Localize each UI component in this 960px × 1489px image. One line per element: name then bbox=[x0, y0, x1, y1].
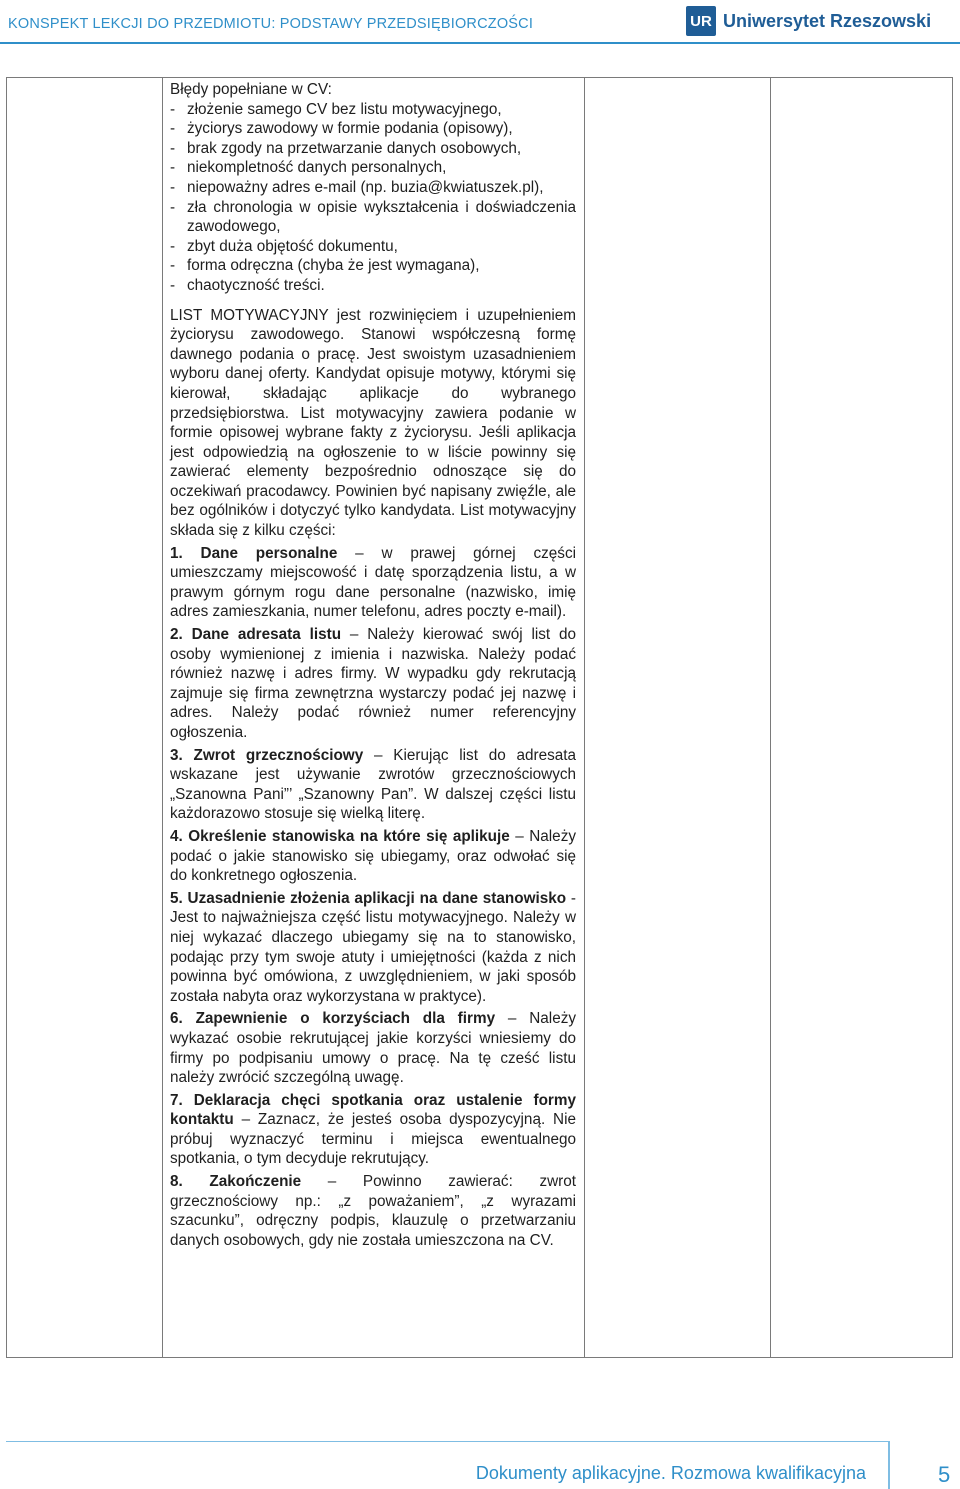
section-paragraph bbox=[170, 625, 576, 743]
list-item: - forma odręczna (chyba że jest wymagana), bbox=[170, 256, 576, 276]
header-divider bbox=[0, 42, 960, 44]
running-header: KONSPEKT LEKCJI DO PRZEDMIOTU: PODSTAWY PRZEDSIĘBIORCZOŚCI bbox=[8, 16, 534, 32]
section-paragraph bbox=[170, 889, 576, 1007]
section-paragraph bbox=[170, 746, 576, 824]
table-column-divider bbox=[770, 77, 771, 1358]
section-text: – Zaznacz, że jesteś osoba dyspozycyjną. Nie próbuj wyznaczyć terminu i miejsca ewentualnego spotkania, o tym decyduje rekrutujący. bbox=[170, 1111, 576, 1168]
errors-heading: Błędy popełniane w CV: bbox=[170, 81, 332, 98]
university-logo bbox=[686, 6, 931, 36]
list-item: - złożenie samego CV bez listu motywacyjnego, bbox=[170, 100, 576, 120]
errors-list bbox=[170, 100, 576, 296]
content-cell bbox=[170, 80, 576, 1250]
section-title: 1. Dane personalne bbox=[170, 544, 338, 562]
table-column-divider bbox=[584, 77, 585, 1358]
table-column-divider bbox=[162, 77, 163, 1358]
intro-text: jest rozwinięciem i uzupełnieniem życiorysu zawodowego. Stanowi współczesną formę dawnego podania o pracę. Jest swoistym uzasadnieniem wyboru danej oferty. Kandydat opisuje motywy, którymi się kierował, składając aplikacje do wybranego przedsiębiorstwa. List motywacyjny zawiera podanie w formie opisowej wybrane fakty z życiorysu. Jeśli aplikacja jest odpowiedzią na ogłoszenie to w liście powinny się zawierać elementy bezpośrednio odnoszące się do oczekiwań pracodawcy. Powinien być napisany zwięźle, ale bez ogólników i dotyczyć tylko kandydata. List motywacyjny składa się z kilku części: bbox=[170, 306, 576, 540]
university-logo-mark: UR bbox=[686, 6, 716, 36]
section-text: – w prawej górnej części umieszczamy miejscowość i datę sporządzenia listu, a w prawym górnym rogu dane personalne (nazwisko, imię adres zamieszkania, numer telefonu, adres poczty e-mail). bbox=[170, 544, 576, 621]
section-title: 3. Zwrot grzecznościowy bbox=[170, 746, 364, 764]
footer-divider bbox=[6, 1441, 888, 1442]
section-title: 5. Uzasadnienie złożenia aplikacji na dane stanowisko bbox=[170, 889, 567, 907]
section-paragraph bbox=[170, 544, 576, 622]
footer-page-separator bbox=[888, 1441, 890, 1489]
section-title: 8. Zakończenie bbox=[170, 1173, 302, 1191]
section-paragraph bbox=[170, 1009, 576, 1087]
section-title: 2. Dane adresata listu bbox=[170, 626, 342, 644]
list-item: - zbyt duża objętość dokumentu, bbox=[170, 237, 576, 257]
section-paragraph bbox=[170, 1091, 576, 1169]
section-text: – Powinno zawierać: zwrot grzecznościowy np.: „z poważaniem”, „z wyrazami szacunku”, odręczny podpis, klauzulę o przetwarzaniu danych osobowych, gdy nie została umieszczona na CV. bbox=[170, 1173, 576, 1249]
section-paragraph bbox=[170, 827, 576, 886]
section-title: 7. Deklaracja chęci spotkania oraz ustalenie formy kontaktu bbox=[170, 1091, 576, 1129]
intro-paragraph bbox=[170, 306, 576, 541]
intro-term: LIST MOTYWACYJNY bbox=[170, 306, 329, 324]
list-item: - życiorys zawodowy w formie podania (opisowy), bbox=[170, 119, 576, 139]
section-title: 6. Zapewnienie o korzyściach dla firmy bbox=[170, 1010, 496, 1028]
list-item: - niekompletność danych personalnych, bbox=[170, 158, 576, 178]
section-title: 4. Określenie stanowiska na które się aplikuje bbox=[170, 827, 510, 845]
section-text: – Należy kierować swój list do osoby wymienionej z imienia i nazwiska. Należy podać również nazwę i adres firmy. W wypadku gdy rekrutacją zajmuje się firma zewnętrzna wystarczy podać jej nazwę i adres. Należy podać również numer referencyjny ogłoszenia. bbox=[170, 626, 576, 741]
page-number: 5 bbox=[938, 1462, 951, 1487]
footer-title: Dokumenty aplikacyjne. Rozmowa kwalifikacyjna bbox=[475, 1463, 866, 1483]
section-text: – Kierując list do adresata wskazane jest używanie zwrotów grzecznościowych „Szanowna Pani”’ „Szanowny Pan”. W dalszej części listu każdorazowo stosuje się wielką literę. bbox=[170, 746, 577, 823]
list-item: - chaotyczność treści. bbox=[170, 276, 576, 296]
section-text: – Należy podać o jakie stanowisko się ubiegamy, oraz odwołać się do konkretnego ogłoszenia. bbox=[170, 827, 576, 885]
list-item: - zła chronologia w opisie wykształcenia i doświadczenia zawodowego, bbox=[170, 198, 576, 237]
section-paragraph bbox=[170, 1172, 576, 1250]
list-item: - niepoważny adres e-mail (np. buzia@kwiatuszek.pl), bbox=[170, 178, 576, 198]
section-text: - Jest to najważniejsza część listu motywacyjnego. Należy w niej wykazać dlaczego ubiegamy się na to stanowisko, podając przy tym swoje atuty i umiejętności (każda z nich powinna być omówiona, z uwzględnieniem, w jaki sposób została nabyta oraz wykorzystana w praktyce). bbox=[170, 889, 576, 1005]
list-item: - brak zgody na przetwarzanie danych osobowych, bbox=[170, 139, 576, 159]
university-name: Uniwersytet Rzeszowski bbox=[723, 10, 932, 31]
section-text: – Należy wykazać osobie rekrutującej jakie korzyści wniesiemy do firmy po podpisaniu umowy o pracę. Na tę cześć listu należy zwrócić szczególną uwagę. bbox=[170, 1010, 576, 1087]
